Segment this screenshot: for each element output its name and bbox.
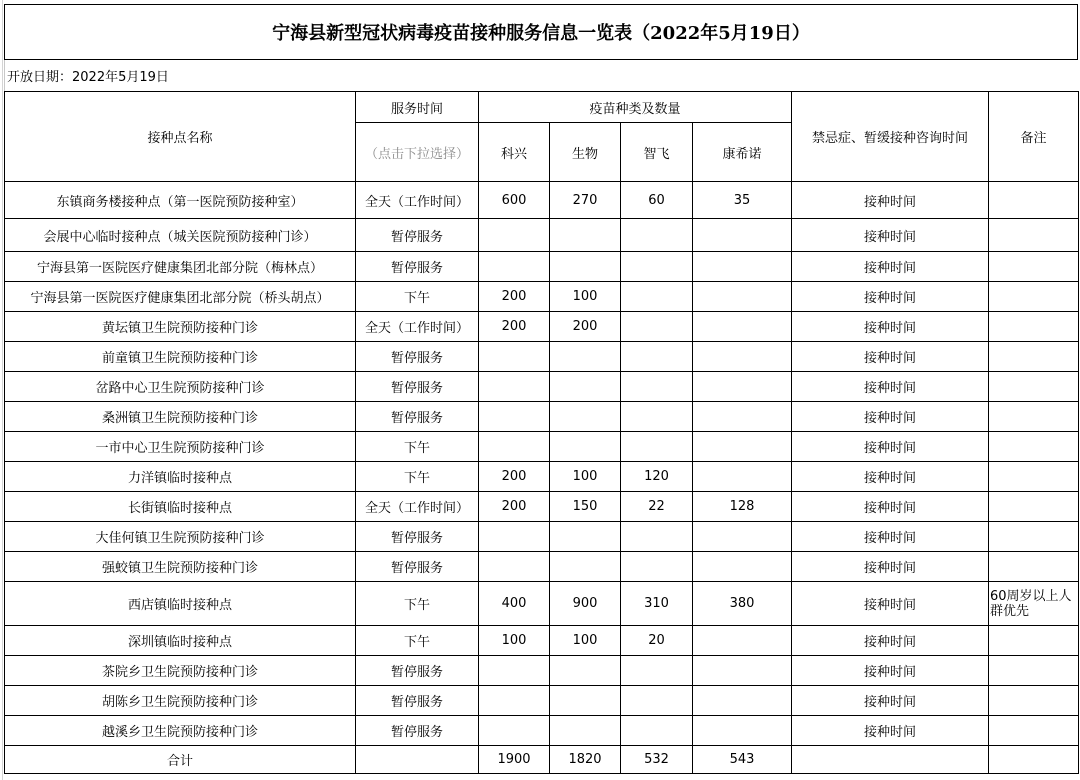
kangxinuo-qty-cell[interactable] [693, 686, 792, 716]
consult-time-cell[interactable]: 接种时间 [792, 342, 989, 372]
table-row [5, 626, 1079, 656]
kexing-qty-cell[interactable]: 200 [479, 312, 550, 342]
service-time-cell[interactable]: 暂停服务 [356, 656, 479, 686]
service-time-cell[interactable]: 暂停服务 [356, 252, 479, 282]
kexing-qty-cell[interactable]: 100 [479, 626, 550, 656]
service-time-cell[interactable]: 暂停服务 [356, 686, 479, 716]
shengwu-qty-cell[interactable] [550, 656, 621, 686]
kexing-qty-cell[interactable] [479, 252, 550, 282]
kangxinuo-qty-cell[interactable] [693, 626, 792, 656]
table-row [5, 282, 1079, 312]
service-time-cell[interactable]: 下午 [356, 582, 479, 626]
zhifei-qty-cell[interactable]: 60 [621, 182, 693, 219]
remark-cell[interactable] [989, 432, 1079, 462]
title-cell[interactable] [4, 4, 1078, 60]
kangxinuo-qty-cell[interactable]: 128 [693, 492, 792, 522]
kexing-qty-cell[interactable] [479, 522, 550, 552]
service-time-cell[interactable]: 暂停服务 [356, 552, 479, 582]
zhifei-qty-cell[interactable] [621, 686, 693, 716]
kangxinuo-qty-cell[interactable] [693, 312, 792, 342]
kexing-qty-cell[interactable]: 200 [479, 492, 550, 522]
shengwu-qty-cell[interactable] [550, 716, 621, 746]
remark-cell[interactable] [989, 492, 1079, 522]
remark-cell[interactable] [989, 312, 1079, 342]
kexing-qty-cell[interactable] [479, 432, 550, 462]
kangxinuo-qty-cell[interactable] [693, 219, 792, 252]
header-service-time[interactable]: 服务时间 [356, 92, 479, 123]
page-title: 宁海县新型冠状病毒疫苗接种服务信息一览表（2022年5月19日） [272, 23, 810, 44]
zhifei-qty-cell[interactable] [621, 312, 693, 342]
header-vaccine-kexing[interactable]: 科兴 [479, 123, 550, 182]
open-date-cell[interactable] [4, 60, 1078, 91]
kangxinuo-qty-cell[interactable] [693, 252, 792, 282]
kangxinuo-qty-cell[interactable]: 35 [693, 182, 792, 219]
zhifei-qty-cell[interactable] [621, 716, 693, 746]
site-name-cell[interactable]: 力洋镇临时接种点 [5, 462, 356, 492]
remark-cell[interactable] [989, 252, 1079, 282]
vaccination-table [4, 91, 1079, 774]
consult-time-cell[interactable]: 接种时间 [792, 372, 989, 402]
shengwu-qty-cell[interactable]: 200 [550, 312, 621, 342]
shengwu-qty-cell[interactable] [550, 686, 621, 716]
remark-cell[interactable] [989, 372, 1079, 402]
remark-cell[interactable] [989, 716, 1079, 746]
kexing-qty-cell[interactable]: 400 [479, 582, 550, 626]
remark-cell[interactable] [989, 342, 1079, 372]
zhifei-qty-cell[interactable]: 20 [621, 626, 693, 656]
site-name-cell[interactable]: 一市中心卫生院预防接种门诊 [5, 432, 356, 462]
table-row [5, 219, 1079, 252]
total-kexing-cell[interactable]: 1900 [479, 746, 550, 774]
shengwu-qty-cell[interactable] [550, 219, 621, 252]
kexing-qty-cell[interactable]: 200 [479, 462, 550, 492]
kangxinuo-qty-cell[interactable] [693, 522, 792, 552]
remark-cell[interactable] [989, 522, 1079, 552]
site-name-cell[interactable]: 强蛟镇卫生院预防接种门诊 [5, 552, 356, 582]
consult-time-cell[interactable]: 接种时间 [792, 282, 989, 312]
consult-time-cell[interactable]: 接种时间 [792, 219, 989, 252]
header-remark[interactable]: 备注 [989, 92, 1079, 182]
service-time-cell[interactable]: 全天（工作时间） [356, 182, 479, 219]
table-row [5, 312, 1079, 342]
site-name-cell[interactable]: 西店镇临时接种点 [5, 582, 356, 626]
service-time-cell[interactable]: 暂停服务 [356, 522, 479, 552]
consult-time-cell[interactable]: 接种时间 [792, 182, 989, 219]
site-name-cell[interactable]: 长街镇临时接种点 [5, 492, 356, 522]
table-row [5, 582, 1079, 626]
total-label-cell[interactable]: 合计 [5, 746, 356, 774]
kangxinuo-qty-cell[interactable] [693, 432, 792, 462]
shengwu-qty-cell[interactable]: 100 [550, 462, 621, 492]
site-name-cell[interactable]: 宁海县第一医院医疗健康集团北部分院（桥头胡点） [5, 282, 356, 312]
table-row [5, 522, 1079, 552]
kangxinuo-qty-cell[interactable] [693, 282, 792, 312]
header-vaccine-kangxinuo[interactable]: 康希诺 [693, 123, 792, 182]
header-consult[interactable]: 禁忌症、暂缓接种咨询时间 [792, 92, 989, 182]
zhifei-qty-cell[interactable] [621, 402, 693, 432]
shengwu-qty-cell[interactable]: 900 [550, 582, 621, 626]
kexing-qty-cell[interactable] [479, 402, 550, 432]
table-row [5, 716, 1079, 746]
site-name-cell[interactable]: 东镇商务楼接种点（第一医院预防接种室） [5, 182, 356, 219]
consult-time-cell[interactable]: 接种时间 [792, 626, 989, 656]
remark-cell[interactable] [989, 462, 1079, 492]
service-time-cell[interactable]: 暂停服务 [356, 219, 479, 252]
shengwu-qty-cell[interactable]: 100 [550, 282, 621, 312]
zhifei-qty-cell[interactable] [621, 219, 693, 252]
shengwu-qty-cell[interactable] [550, 522, 621, 552]
consult-time-cell[interactable]: 接种时间 [792, 552, 989, 582]
shengwu-qty-cell[interactable] [550, 402, 621, 432]
remark-cell[interactable] [989, 686, 1079, 716]
kangxinuo-qty-cell[interactable] [693, 552, 792, 582]
table-row [5, 402, 1079, 432]
consult-time-cell[interactable]: 接种时间 [792, 252, 989, 282]
remark-cell[interactable] [989, 402, 1079, 432]
open-date-text: 开放日期：2022年5月19日 [7, 70, 169, 85]
site-name-cell[interactable]: 黄坛镇卫生院预防接种门诊 [5, 312, 356, 342]
site-name-cell[interactable]: 宁海县第一医院医疗健康集团北部分院（梅林点） [5, 252, 356, 282]
shengwu-qty-cell[interactable]: 270 [550, 182, 621, 219]
table-row [5, 342, 1079, 372]
service-time-cell[interactable]: 全天（工作时间） [356, 492, 479, 522]
total-row [5, 746, 1079, 774]
kangxinuo-qty-cell[interactable] [693, 402, 792, 432]
zhifei-qty-cell[interactable]: 310 [621, 582, 693, 626]
kexing-qty-cell[interactable] [479, 716, 550, 746]
table-row [5, 492, 1079, 522]
total-remark-cell[interactable] [989, 746, 1079, 774]
service-time-dropdown-hint[interactable]: （点击下拉选择） [356, 123, 479, 182]
site-name-cell[interactable]: 深圳镇临时接种点 [5, 626, 356, 656]
remark-cell[interactable]: 60周岁以上人群优先 [989, 582, 1079, 626]
remark-cell[interactable] [989, 552, 1079, 582]
consult-time-cell[interactable]: 接种时间 [792, 462, 989, 492]
remark-cell[interactable] [989, 656, 1079, 686]
consult-time-cell[interactable]: 接种时间 [792, 492, 989, 522]
total-kangxinuo-cell[interactable]: 543 [693, 746, 792, 774]
remark-cell[interactable] [989, 282, 1079, 312]
site-name-cell[interactable]: 胡陈乡卫生院预防接种门诊 [5, 686, 356, 716]
kexing-qty-cell[interactable] [479, 552, 550, 582]
consult-time-cell[interactable]: 接种时间 [792, 402, 989, 432]
kangxinuo-qty-cell[interactable] [693, 656, 792, 686]
header-vaccine-shengwu[interactable]: 生物 [550, 123, 621, 182]
kexing-qty-cell[interactable] [479, 686, 550, 716]
site-name-cell[interactable]: 会展中心临时接种点（城关医院预防接种门诊） [5, 219, 356, 252]
remark-cell[interactable] [989, 626, 1079, 656]
kexing-qty-cell[interactable]: 200 [479, 282, 550, 312]
site-name-cell[interactable]: 前童镇卫生院预防接种门诊 [5, 342, 356, 372]
table-row [5, 252, 1079, 282]
site-name-cell[interactable]: 茶院乡卫生院预防接种门诊 [5, 656, 356, 686]
kangxinuo-qty-cell[interactable] [693, 716, 792, 746]
table-row [5, 462, 1079, 492]
shengwu-qty-cell[interactable] [550, 252, 621, 282]
kangxinuo-qty-cell[interactable] [693, 342, 792, 372]
kexing-qty-cell[interactable] [479, 342, 550, 372]
total-consult-cell[interactable] [792, 746, 989, 774]
site-name-cell[interactable]: 桑洲镇卫生院预防接种门诊 [5, 402, 356, 432]
kangxinuo-qty-cell[interactable] [693, 462, 792, 492]
kangxinuo-qty-cell[interactable] [693, 372, 792, 402]
consult-time-cell[interactable]: 接种时间 [792, 582, 989, 626]
service-time-cell[interactable]: 下午 [356, 626, 479, 656]
shengwu-qty-cell[interactable] [550, 432, 621, 462]
shengwu-qty-cell[interactable]: 150 [550, 492, 621, 522]
total-shengwu-cell[interactable]: 1820 [550, 746, 621, 774]
remark-cell[interactable] [989, 182, 1079, 219]
table-row [5, 372, 1079, 402]
total-time-cell[interactable] [356, 746, 479, 774]
header-vaccine-group[interactable]: 疫苗种类及数量 [479, 92, 792, 123]
remark-cell[interactable] [989, 219, 1079, 252]
zhifei-qty-cell[interactable] [621, 552, 693, 582]
table-row [5, 552, 1079, 582]
zhifei-qty-cell[interactable] [621, 342, 693, 372]
service-time-cell[interactable]: 暂停服务 [356, 402, 479, 432]
zhifei-qty-cell[interactable] [621, 252, 693, 282]
service-time-cell[interactable]: 下午 [356, 282, 479, 312]
service-time-cell[interactable]: 暂停服务 [356, 342, 479, 372]
zhifei-qty-cell[interactable] [621, 656, 693, 686]
consult-time-cell[interactable]: 接种时间 [792, 432, 989, 462]
service-time-cell[interactable]: 下午 [356, 432, 479, 462]
site-name-cell[interactable]: 越溪乡卫生院预防接种门诊 [5, 716, 356, 746]
consult-time-cell[interactable]: 接种时间 [792, 522, 989, 552]
zhifei-qty-cell[interactable]: 22 [621, 492, 693, 522]
table-row [5, 182, 1079, 219]
kexing-qty-cell[interactable] [479, 656, 550, 686]
kangxinuo-qty-cell[interactable]: 380 [693, 582, 792, 626]
consult-time-cell[interactable]: 接种时间 [792, 312, 989, 342]
kexing-qty-cell[interactable] [479, 372, 550, 402]
consult-time-cell[interactable]: 接种时间 [792, 686, 989, 716]
zhifei-qty-cell[interactable] [621, 432, 693, 462]
zhifei-qty-cell[interactable] [621, 522, 693, 552]
zhifei-qty-cell[interactable] [621, 282, 693, 312]
service-time-cell[interactable]: 暂停服务 [356, 372, 479, 402]
header-site-name[interactable]: 接种点名称 [5, 92, 356, 182]
service-time-cell[interactable]: 全天（工作时间） [356, 312, 479, 342]
consult-time-cell[interactable]: 接种时间 [792, 656, 989, 686]
service-time-cell[interactable]: 暂停服务 [356, 716, 479, 746]
service-time-cell[interactable]: 下午 [356, 462, 479, 492]
site-name-cell[interactable]: 大佳何镇卫生院预防接种门诊 [5, 522, 356, 552]
table-row [5, 432, 1079, 462]
shengwu-qty-cell[interactable] [550, 342, 621, 372]
row-header-edge [0, 0, 3, 780]
zhifei-qty-cell[interactable] [621, 372, 693, 402]
shengwu-qty-cell[interactable] [550, 552, 621, 582]
table-row [5, 686, 1079, 716]
shengwu-qty-cell[interactable]: 100 [550, 626, 621, 656]
zhifei-qty-cell[interactable]: 120 [621, 462, 693, 492]
site-name-cell[interactable]: 岔路中心卫生院预防接种门诊 [5, 372, 356, 402]
header-vaccine-zhifei[interactable]: 智飞 [621, 123, 693, 182]
total-zhifei-cell[interactable]: 532 [621, 746, 693, 774]
table-row [5, 656, 1079, 686]
consult-time-cell[interactable]: 接种时间 [792, 716, 989, 746]
kexing-qty-cell[interactable] [479, 219, 550, 252]
shengwu-qty-cell[interactable] [550, 372, 621, 402]
kexing-qty-cell[interactable]: 600 [479, 182, 550, 219]
